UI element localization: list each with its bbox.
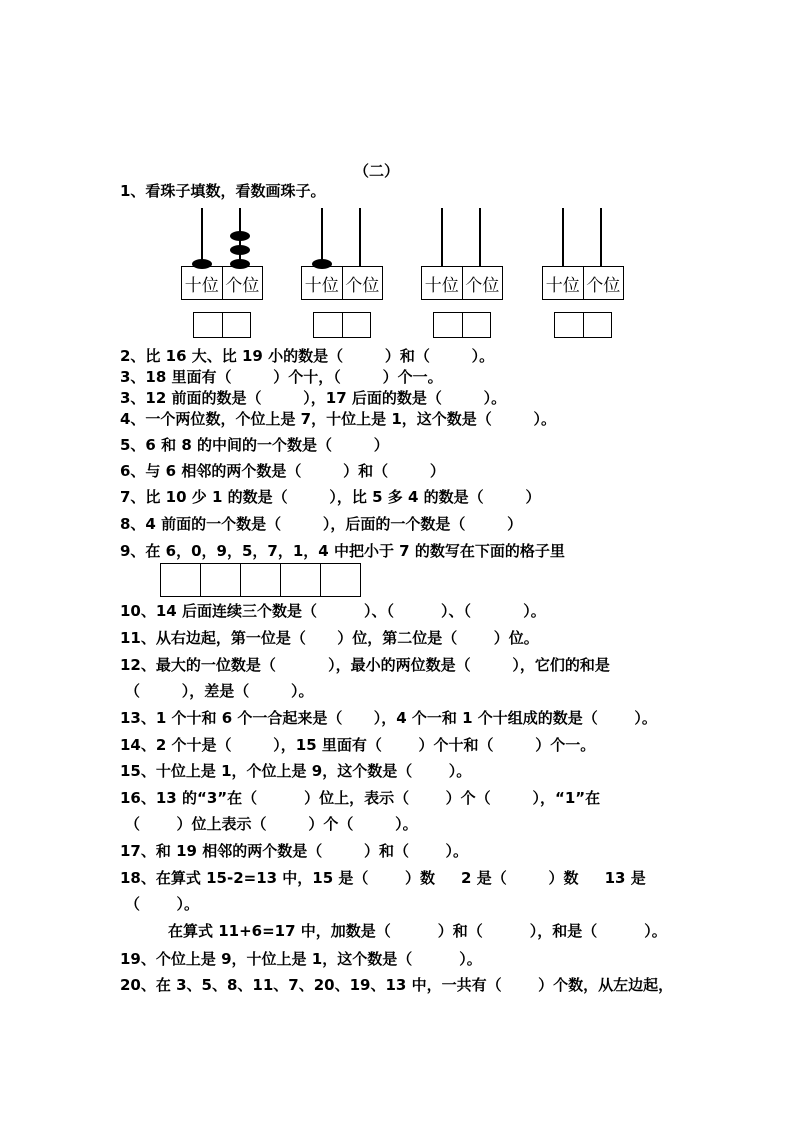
ones-label: 个位 [342,267,383,299]
answer-box-ones[interactable] [583,313,612,337]
tens-rod [441,208,443,266]
tens-label: 十位 [424,275,459,296]
question-16-cont: （ ）位上表示（ ）个（ ）。 [125,815,418,833]
ones-rod [479,208,481,266]
question-5: 5、6 和 8 的中间的一个数是（ ） [120,436,389,454]
abacus-2 [301,208,383,338]
grid-cell[interactable] [280,564,320,596]
question-4: 4、一个两位数，个位上是 7，十位上是 1，这个数是（ ）。 [120,410,557,428]
answer-boxes[interactable] [433,312,491,338]
ones-rod [359,208,361,266]
ones-label: 个位 [222,267,263,299]
place-value-labels [301,266,383,300]
question-11: 11、从右边起，第一位是（ ）位，第二位是（ ）位。 [120,629,539,647]
answer-box-tens[interactable] [555,313,583,337]
grid-cell[interactable] [200,564,240,596]
question-19: 19、个位上是 9，十位上是 1，这个数是（ ）。 [120,950,482,968]
place-value-labels [542,266,624,300]
question-3a: 3、18 里面有（ ）个十，（ ）个一。 [120,368,443,386]
question-2: 2、比 16 大、比 19 小的数是（ ）和（ ）。 [120,347,495,365]
ones-label: 个位 [583,267,624,299]
answer-box-tens[interactable] [314,313,342,337]
question-12-cont: （ ），差是（ ）。 [125,682,314,700]
grid-cell[interactable] [161,564,200,596]
tens-label: 十位 [184,275,219,296]
place-value-labels [181,266,263,300]
question-18-cont: （ ）。 [125,895,200,913]
tens-label: 十位 [304,275,339,296]
ones-rod [600,208,602,266]
tens-rod [562,208,564,266]
question-20: 20、在 3、5、8、11、7、20、19、13 中，一共有（ ）个数，从左边起， [120,976,674,994]
question-18-part2: 在算式 11+6=17 中，加数是（ ）和（ ），和是（ ）。 [168,922,667,940]
answer-box-ones[interactable] [222,313,251,337]
tens-rod [201,208,203,266]
answer-box-tens[interactable] [194,313,222,337]
answer-boxes[interactable] [313,312,371,338]
question-12: 12、最大的一位数是（ ），最小的两位数是（ ），它们的和是 [120,656,610,674]
abacus-4 [542,208,624,338]
question-10: 10、14 后面连续三个数是（ ）、（ ）、（ ）。 [120,602,546,620]
section-title: （二） [354,162,400,180]
ones-label: 个位 [462,267,503,299]
place-value-labels [421,266,503,300]
answer-boxes[interactable] [554,312,612,338]
question-8: 8、4 前面的一个数是（ ），后面的一个数是（ ） [120,515,523,533]
question-7: 7、比 10 少 1 的数是（ ），比 5 多 4 的数是（ ） [120,488,541,506]
question-18: 18、在算式 15-2=13 中，15 是（ ）数 2 是（ ）数 13 是 [120,869,646,887]
question-15: 15、十位上是 1，个位上是 9，这个数是（ ）。 [120,762,472,780]
question-6: 6、与 6 相邻的两个数是（ ）和（ ） [120,462,445,480]
question-3b: 3、12 前面的数是（ ），17 后面的数是（ ）。 [120,389,507,407]
question-17: 17、和 19 相邻的两个数是（ ）和（ ）。 [120,842,469,860]
answer-boxes[interactable] [193,312,251,338]
tens-rod [321,208,323,266]
answer-box-ones[interactable] [462,313,491,337]
answer-box-ones[interactable] [342,313,371,337]
question-16: 16、13 的“3”在（ ）位上，表示（ ）个（ ），“1”在 [120,789,601,807]
bead [230,245,250,255]
answer-box-tens[interactable] [434,313,462,337]
answer-grid[interactable] [160,563,361,597]
question-14: 14、2 个十是（ ），15 里面有（ ）个十和（ ）个一。 [120,736,596,754]
tens-label: 十位 [545,275,580,296]
abacus-1 [181,208,263,338]
question-9: 9、在 6，0，9，5，7，1，4 中把小于 7 的数写在下面的格子里 [120,542,565,560]
grid-cell[interactable] [320,564,360,596]
bead [230,231,250,241]
grid-cell[interactable] [240,564,280,596]
abacus-3 [421,208,503,338]
question-13: 13、1 个十和 6 个一合起来是（ ），4 个一和 1 个十组成的数是（ ）。 [120,709,657,727]
question-1: 1、看珠子填数，看数画珠子。 [120,182,326,200]
